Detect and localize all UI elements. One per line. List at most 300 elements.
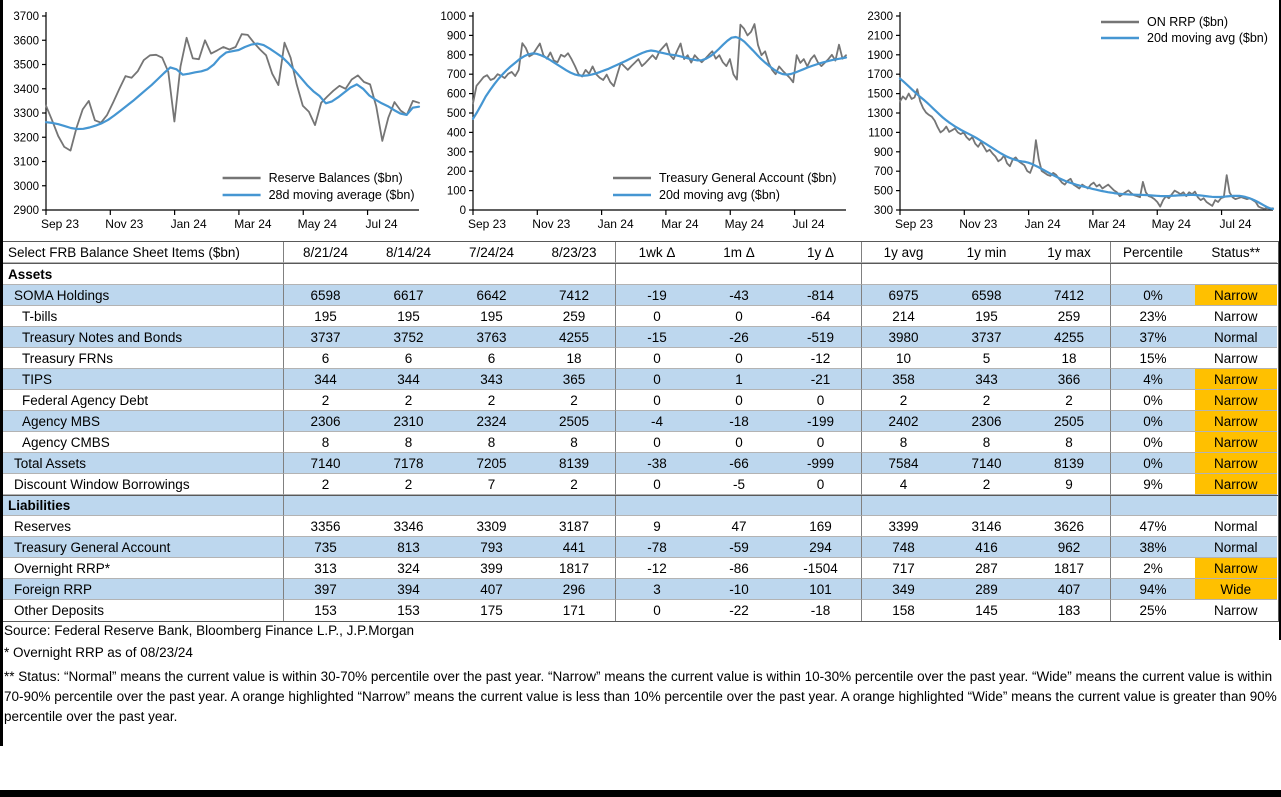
x-tick-label: Jul 24 xyxy=(1219,217,1252,231)
value-cell: 8139 xyxy=(1028,453,1111,474)
status-cell: Narrow xyxy=(1195,411,1277,432)
value-cell: -519 xyxy=(780,327,862,348)
value-cell: 153 xyxy=(314,603,337,618)
percentile-cell: 4% xyxy=(1111,369,1195,390)
value-cell: 6642 xyxy=(450,285,533,306)
charts-row xyxy=(0,4,1281,240)
chart-reserve-balances xyxy=(0,4,427,240)
row-label: Assets xyxy=(3,264,284,285)
row-label: TIPS xyxy=(3,369,284,390)
value-cell: -21 xyxy=(780,369,862,390)
value-cell xyxy=(862,496,945,516)
percentile-cell: 47% xyxy=(1111,516,1195,537)
value-cell: 47 xyxy=(698,516,780,537)
source-note: Source: Federal Reserve Bank, Bloomberg Finance L.P., J.P.Morgan xyxy=(4,623,414,638)
percentile-cell xyxy=(1111,496,1195,516)
value-cell: 3187 xyxy=(533,516,616,537)
column-header: 1y Δ xyxy=(780,242,862,263)
value-cell: 171 xyxy=(533,600,616,621)
status-cell: Normal xyxy=(1195,327,1277,348)
value-cell: 294 xyxy=(780,537,862,558)
page-edge-bottom xyxy=(0,790,1281,797)
y-tick-label: 2900 xyxy=(13,205,39,217)
status-cell: Narrow xyxy=(1213,603,1258,618)
value-cell xyxy=(945,496,1028,516)
value-cell: 4255 xyxy=(1028,327,1111,348)
value-cell: 175 xyxy=(480,603,503,618)
legend-label: 20d moving avg ($bn) xyxy=(1147,31,1268,45)
value-cell: -199 xyxy=(780,411,862,432)
value-cell: 7412 xyxy=(533,285,616,306)
status-cell: Narrow xyxy=(1195,453,1277,474)
value-cell xyxy=(945,264,1028,285)
value-cell: 0 xyxy=(698,432,780,453)
y-tick-label: 800 xyxy=(446,49,466,62)
y-tick-label: 3000 xyxy=(13,180,39,193)
status-cell xyxy=(1195,264,1277,285)
value-cell: 0 xyxy=(780,432,862,453)
column-header: 8/21/24 xyxy=(284,242,367,263)
series-line xyxy=(46,44,419,129)
y-tick-label: 900 xyxy=(873,146,893,159)
value-cell: -12 xyxy=(616,558,698,579)
value-cell: 2 xyxy=(945,474,1028,495)
value-cell: 259 xyxy=(1028,306,1111,327)
value-cell: 313 xyxy=(284,558,367,579)
status-cell: Normal xyxy=(1195,537,1277,558)
status-cell: Wide xyxy=(1195,579,1277,600)
value-cell: 0 xyxy=(616,474,698,495)
column-header: 1wk Δ xyxy=(616,242,698,263)
value-cell: 2 xyxy=(862,390,945,411)
percentile-cell: 23% xyxy=(1111,306,1195,327)
value-cell: 183 xyxy=(1028,600,1111,621)
value-cell: 195 xyxy=(284,306,367,327)
value-cell xyxy=(616,496,698,516)
value-cell: 2 xyxy=(284,390,367,411)
value-cell: 7140 xyxy=(945,453,1028,474)
value-cell: 145 xyxy=(975,603,998,618)
x-tick-label: Nov 23 xyxy=(105,217,144,231)
y-tick-label: 0 xyxy=(459,205,466,217)
value-cell: 287 xyxy=(945,558,1028,579)
value-cell: 3309 xyxy=(450,516,533,537)
y-tick-label: 1000 xyxy=(440,11,466,23)
y-tick-label: 3600 xyxy=(13,35,39,48)
value-cell: 2402 xyxy=(862,411,945,432)
value-cell: 7412 xyxy=(1028,285,1111,306)
status-cell: Narrow xyxy=(1195,432,1277,453)
value-cell: 2 xyxy=(945,390,1028,411)
value-cell: 365 xyxy=(533,369,616,390)
table-row xyxy=(3,306,1278,327)
value-cell: 8139 xyxy=(533,453,616,474)
y-tick-label: 700 xyxy=(446,69,466,82)
y-tick-label: 1100 xyxy=(868,127,893,140)
x-tick-label: Mar 24 xyxy=(1088,217,1126,231)
value-cell: -78 xyxy=(616,537,698,558)
value-cell: 324 xyxy=(367,558,450,579)
x-tick-label: Nov 23 xyxy=(532,217,571,231)
row-label: Reserves xyxy=(3,516,284,537)
value-cell: 3 xyxy=(616,579,698,600)
value-cell: 358 xyxy=(862,369,945,390)
value-cell xyxy=(533,264,616,285)
y-tick-label: 300 xyxy=(873,205,893,217)
value-cell: 2 xyxy=(284,474,367,495)
x-tick-label: May 24 xyxy=(297,217,337,231)
value-cell: -43 xyxy=(698,285,780,306)
percentile-cell: 15% xyxy=(1111,348,1195,369)
percentile-cell: 0% xyxy=(1111,432,1195,453)
value-cell: 18 xyxy=(1028,348,1111,369)
value-cell: 0 xyxy=(616,348,698,369)
value-cell: 296 xyxy=(533,579,616,600)
status-cell: Narrow xyxy=(1195,390,1277,411)
value-cell: 2 xyxy=(1028,390,1111,411)
value-cell: 195 xyxy=(367,306,450,327)
series-line xyxy=(900,89,1273,209)
value-cell: 3356 xyxy=(284,516,367,537)
column-header: 1y min xyxy=(945,242,1028,263)
x-tick-label: Sep 23 xyxy=(467,217,507,231)
y-tick-label: 200 xyxy=(446,166,466,179)
row-label: Total Assets xyxy=(3,453,284,474)
balance-sheet-table xyxy=(2,241,1279,622)
value-cell: 195 xyxy=(450,306,533,327)
value-cell: 6598 xyxy=(284,285,367,306)
x-tick-label: Jul 24 xyxy=(792,217,825,231)
column-header: 7/24/24 xyxy=(450,242,533,263)
value-cell xyxy=(616,264,698,285)
row-label: Agency MBS xyxy=(3,411,284,432)
value-cell: 343 xyxy=(450,369,533,390)
legend-label: 28d moving average ($bn) xyxy=(268,188,415,202)
row-label: Foreign RRP xyxy=(3,579,284,600)
value-cell: 6 xyxy=(284,348,367,369)
row-label: Treasury General Account xyxy=(3,537,284,558)
value-cell: 793 xyxy=(450,537,533,558)
value-cell: 748 xyxy=(862,537,945,558)
value-cell: 0 xyxy=(698,306,780,327)
value-cell: 3763 xyxy=(450,327,533,348)
value-cell: 2306 xyxy=(284,411,367,432)
value-cell: -64 xyxy=(780,306,862,327)
y-tick-label: 3500 xyxy=(13,59,39,72)
value-cell: 717 xyxy=(862,558,945,579)
value-cell: 6617 xyxy=(367,285,450,306)
section-row xyxy=(3,495,1278,516)
value-cell: 3146 xyxy=(945,516,1028,537)
value-cell: 169 xyxy=(780,516,862,537)
value-cell: 8 xyxy=(533,432,616,453)
value-cell: 1817 xyxy=(1028,558,1111,579)
value-cell: 7205 xyxy=(450,453,533,474)
value-cell: 735 xyxy=(284,537,367,558)
value-cell: 0 xyxy=(616,306,698,327)
value-cell: 399 xyxy=(450,558,533,579)
table-row xyxy=(3,411,1278,432)
value-cell: -814 xyxy=(780,285,862,306)
value-cell: 259 xyxy=(533,306,616,327)
y-tick-label: 3700 xyxy=(13,11,39,23)
value-cell: 2 xyxy=(450,390,533,411)
value-cell: -26 xyxy=(698,327,780,348)
value-cell: 0 xyxy=(780,474,862,495)
value-cell: 2 xyxy=(533,474,616,495)
value-cell: -66 xyxy=(698,453,780,474)
value-cell: 4 xyxy=(862,474,945,495)
value-cell: 195 xyxy=(945,306,1028,327)
value-cell: 0 xyxy=(653,603,661,618)
value-cell: 8 xyxy=(1028,432,1111,453)
table-title: Select FRB Balance Sheet Items ($bn) xyxy=(3,242,284,263)
value-cell xyxy=(780,264,862,285)
x-tick-label: Jan 24 xyxy=(170,217,207,231)
value-cell: -5 xyxy=(698,474,780,495)
row-label: Agency CMBS xyxy=(3,432,284,453)
y-tick-label: 1500 xyxy=(867,88,893,101)
value-cell: 441 xyxy=(533,537,616,558)
value-cell: 6 xyxy=(450,348,533,369)
value-cell xyxy=(780,496,862,516)
row-label: Overnight RRP* xyxy=(3,558,284,579)
value-cell: 9 xyxy=(1028,474,1111,495)
y-tick-label: 1900 xyxy=(867,49,893,62)
value-cell: 397 xyxy=(284,579,367,600)
row-label: Discount Window Borrowings xyxy=(3,474,284,495)
row-label: Federal Agency Debt xyxy=(3,390,284,411)
y-tick-label: 300 xyxy=(446,146,466,159)
value-cell: 10 xyxy=(862,348,945,369)
value-cell: 3626 xyxy=(1028,516,1111,537)
percentile-cell: 2% xyxy=(1111,558,1195,579)
y-tick-label: 1700 xyxy=(867,69,893,82)
y-tick-label: 600 xyxy=(446,88,466,101)
value-cell: 8 xyxy=(284,432,367,453)
x-tick-label: Sep 23 xyxy=(894,217,934,231)
value-cell: 158 xyxy=(892,603,915,618)
value-cell: -19 xyxy=(616,285,698,306)
value-cell: -12 xyxy=(780,348,862,369)
y-tick-label: 100 xyxy=(446,185,466,198)
table-row xyxy=(3,285,1278,306)
value-cell: 2505 xyxy=(1028,411,1111,432)
table-row xyxy=(3,474,1278,495)
x-tick-label: May 24 xyxy=(1151,217,1191,231)
value-cell: 214 xyxy=(862,306,945,327)
y-tick-label: 1300 xyxy=(867,108,893,120)
section-row xyxy=(3,264,1278,285)
value-cell: 7178 xyxy=(367,453,450,474)
value-cell: 407 xyxy=(450,579,533,600)
percentile-cell: 0% xyxy=(1111,411,1195,432)
x-tick-label: Nov 23 xyxy=(959,217,998,231)
value-cell: 7140 xyxy=(284,453,367,474)
x-tick-label: Mar 24 xyxy=(661,217,699,231)
value-cell xyxy=(450,496,533,516)
legend-label: Treasury General Account ($bn) xyxy=(659,171,837,185)
value-cell: 2 xyxy=(533,390,616,411)
value-cell: 3980 xyxy=(862,327,945,348)
value-cell: 0 xyxy=(698,348,780,369)
x-tick-label: Mar 24 xyxy=(234,217,272,231)
row-label: Other Deposits xyxy=(3,600,284,621)
status-cell: Normal xyxy=(1195,516,1277,537)
y-tick-label: 3400 xyxy=(13,83,39,96)
value-cell: 2505 xyxy=(533,411,616,432)
value-cell: 2324 xyxy=(450,411,533,432)
y-tick-label: 2100 xyxy=(867,30,893,43)
value-cell: -999 xyxy=(780,453,862,474)
value-cell: 366 xyxy=(1028,369,1111,390)
percentile-cell: 0% xyxy=(1111,453,1195,474)
value-cell xyxy=(1028,264,1111,285)
table-row xyxy=(3,537,1278,558)
x-tick-label: Jan 24 xyxy=(1024,217,1061,231)
status-cell: Narrow xyxy=(1195,285,1277,306)
status-cell: Narrow xyxy=(1195,558,1277,579)
table-row xyxy=(3,369,1278,390)
value-cell: 407 xyxy=(1028,579,1111,600)
value-cell xyxy=(367,264,450,285)
value-cell: 4255 xyxy=(533,327,616,348)
table-row xyxy=(3,327,1278,348)
value-cell: 344 xyxy=(284,369,367,390)
row-label: Liabilities xyxy=(3,496,284,516)
value-cell: -1504 xyxy=(780,558,862,579)
percentile-cell: 38% xyxy=(1111,537,1195,558)
y-tick-label: 700 xyxy=(873,166,893,179)
value-cell: 813 xyxy=(367,537,450,558)
legend-label: Reserve Balances ($bn) xyxy=(268,171,403,185)
y-tick-label: 900 xyxy=(446,30,466,43)
table-row xyxy=(3,390,1278,411)
series-line xyxy=(900,79,1273,209)
column-header: 1y avg xyxy=(862,242,945,263)
column-header: Percentile xyxy=(1111,242,1195,263)
value-cell: 0 xyxy=(616,390,698,411)
footnotes xyxy=(4,623,1277,727)
table-row xyxy=(3,558,1278,579)
value-cell xyxy=(1028,496,1111,516)
percentile-cell: 9% xyxy=(1111,474,1195,495)
x-tick-label: Jan 24 xyxy=(597,217,634,231)
status-cell: Narrow xyxy=(1195,348,1277,369)
row-label: Treasury FRNs xyxy=(3,348,284,369)
value-cell: 3752 xyxy=(367,327,450,348)
value-cell: -18 xyxy=(698,411,780,432)
value-cell: 0 xyxy=(780,390,862,411)
y-tick-label: 400 xyxy=(446,127,466,140)
value-cell: 416 xyxy=(945,537,1028,558)
value-cell: 3346 xyxy=(367,516,450,537)
value-cell: 6 xyxy=(367,348,450,369)
row-label: SOMA Holdings xyxy=(3,285,284,306)
value-cell: -4 xyxy=(616,411,698,432)
value-cell: -86 xyxy=(698,558,780,579)
value-cell: -59 xyxy=(698,537,780,558)
x-tick-label: Jul 24 xyxy=(365,217,398,231)
y-tick-label: 500 xyxy=(873,185,893,198)
value-cell xyxy=(862,264,945,285)
value-cell xyxy=(450,264,533,285)
value-cell: 6598 xyxy=(945,285,1028,306)
x-tick-label: May 24 xyxy=(724,217,764,231)
legend-label: 20d moving avg ($bn) xyxy=(659,188,780,202)
value-cell: 344 xyxy=(367,369,450,390)
table-row xyxy=(3,600,1278,621)
column-header: 1y max xyxy=(1028,242,1111,263)
column-header: 8/14/24 xyxy=(367,242,450,263)
value-cell: 0 xyxy=(616,369,698,390)
y-tick-label: 2300 xyxy=(867,11,893,23)
value-cell: 962 xyxy=(1028,537,1111,558)
series-line xyxy=(473,24,846,103)
value-cell: 3737 xyxy=(284,327,367,348)
value-cell xyxy=(284,496,367,516)
chart-treasury-general-account xyxy=(427,4,854,240)
status-cell: Narrow xyxy=(1195,369,1277,390)
table-row xyxy=(3,453,1278,474)
x-tick-label: Sep 23 xyxy=(40,217,80,231)
value-cell xyxy=(284,264,367,285)
value-cell: -15 xyxy=(616,327,698,348)
status-cell: Narrow xyxy=(1195,474,1277,495)
row-label: T-bills xyxy=(3,306,284,327)
y-tick-label: 3100 xyxy=(13,156,39,169)
value-cell: 7584 xyxy=(862,453,945,474)
footnote-overnight-rrp: * Overnight RRP as of 08/23/24 xyxy=(4,645,193,660)
value-cell: 6975 xyxy=(862,285,945,306)
value-cell: 1817 xyxy=(533,558,616,579)
value-cell: 2 xyxy=(367,390,450,411)
status-cell: Narrow xyxy=(1195,306,1277,327)
value-cell: 2310 xyxy=(367,411,450,432)
percentile-cell: 0% xyxy=(1111,285,1195,306)
value-cell: 3737 xyxy=(945,327,1028,348)
percentile-cell: 94% xyxy=(1111,579,1195,600)
value-cell: 2 xyxy=(367,474,450,495)
value-cell: 7 xyxy=(450,474,533,495)
value-cell xyxy=(698,264,780,285)
value-cell: -10 xyxy=(698,579,780,600)
value-cell: 8 xyxy=(367,432,450,453)
legend-label: ON RRP ($bn) xyxy=(1147,15,1229,29)
value-cell: 3399 xyxy=(862,516,945,537)
table-row xyxy=(3,579,1278,600)
value-cell: 394 xyxy=(367,579,450,600)
page-edge-left xyxy=(0,0,3,746)
chart-on-rrp xyxy=(854,4,1281,240)
value-cell: 8 xyxy=(862,432,945,453)
column-header: 8/23/23 xyxy=(533,242,616,263)
value-cell: 5 xyxy=(945,348,1028,369)
percentile-cell: 0% xyxy=(1111,390,1195,411)
percentile-cell: 37% xyxy=(1111,327,1195,348)
table-row xyxy=(3,516,1278,537)
value-cell: 343 xyxy=(945,369,1028,390)
status-cell xyxy=(1195,496,1277,516)
value-cell: 0 xyxy=(698,390,780,411)
value-cell: -18 xyxy=(780,600,862,621)
value-cell: 8 xyxy=(945,432,1028,453)
value-cell: 2306 xyxy=(945,411,1028,432)
percentile-cell xyxy=(1111,264,1195,285)
value-cell: 18 xyxy=(533,348,616,369)
value-cell: 9 xyxy=(616,516,698,537)
value-cell xyxy=(698,496,780,516)
